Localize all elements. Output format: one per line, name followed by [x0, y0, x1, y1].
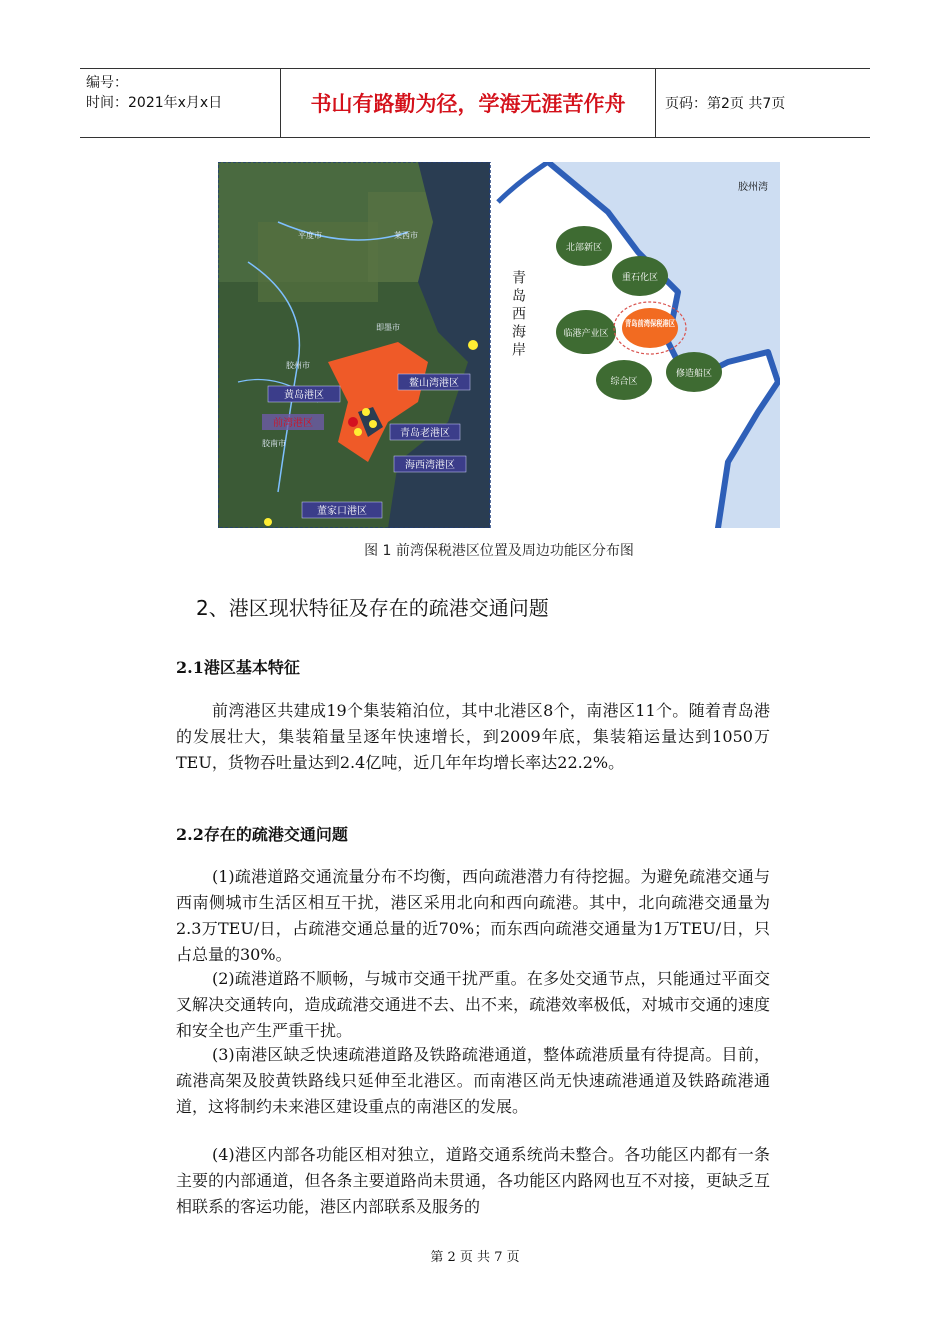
- subsection-1-paragraph: 前湾港区共建成19个集装箱泊位，其中北港区8个，南港区11个。随着青岛港的发展壮大，集装箱量呈逐年快速增长，到2009年底，集装箱运量达到1050万TEU，货物吞吐量达到2.4亿吨，近几年年均增长率达22.2%。: [176, 701, 770, 772]
- paragraph-2: (2)疏港道路不顺畅，与城市交通干扰严重。在多处交通节点，只能通过平面交叉解决交通转向，造成疏港交通进不去、出不来，疏港效率极低，对城市交通的速度和安全也产生严重干扰。: [176, 969, 770, 1040]
- header-motto: 书山有路勤为径，学海无涯苦作舟: [280, 69, 656, 137]
- city-jiaozhou: 胶州市: [286, 361, 310, 370]
- label-jiaozhouwan: 胶州湾: [738, 182, 768, 193]
- figure-1: [218, 162, 780, 528]
- zone-north: 北部新区: [565, 243, 603, 253]
- city-laixi: 莱西市: [394, 231, 418, 240]
- label-dongjiakou: 董家口港区: [317, 506, 367, 517]
- subsection-1-title: 2.1港区基本特征: [176, 658, 300, 677]
- zone-diagram: [498, 162, 780, 528]
- label-laoshanwan: 鳌山湾港区: [409, 378, 459, 389]
- label-haixiwan: 海西湾港区: [405, 460, 455, 471]
- satellite-map: [218, 162, 490, 528]
- zone-port-industry: 临港产业区: [563, 329, 609, 339]
- city-jimo: 即墨市: [376, 323, 400, 332]
- number-label: 编号：: [86, 75, 128, 91]
- time-label: 时间：2021年x月x日: [86, 95, 223, 111]
- figure-caption: [218, 540, 780, 560]
- page-footer: 第 2 页 共 7 页: [430, 1250, 520, 1265]
- city-jiaonan: 胶南市: [262, 439, 286, 448]
- section-title: 2、港区现状特征及存在的疏港交通问题: [196, 596, 549, 620]
- zone-repair: 修造船区: [675, 369, 713, 379]
- paragraph-3: (3)南港区缺乏快速疏港道路及铁路疏港通道，整体疏港质量有待提高。目前，疏港高架及胶黄铁路线只延伸至北港区。而南港区尚无快速疏港通道及铁路疏港通道，这将制约未来港区建设重点的南港区的发展。: [176, 1045, 770, 1116]
- subsection-2-title: 2.2存在的疏港交通问题: [176, 825, 348, 844]
- label-huangdao: 黄岛港区: [284, 390, 324, 401]
- label-coast-title: 青岛西海岸: [510, 270, 526, 360]
- header-meta: [80, 69, 280, 141]
- paragraph-1: (1)疏港道路交通流量分布不均衡，西向疏港潜力有待挖掘。为避免疏港交通与西南侧城市生活区相互干扰，港区采用北向和西向疏港。其中，北向疏港交通量为2.3万TEU/日，占疏港交通总量的近70%；而东西向疏港交通量为1万TEU/日，只占总量的30%。: [176, 867, 770, 964]
- label-qingdao-old: 青岛老港区: [400, 428, 450, 439]
- header-page-label: 页码：第2页 共7页: [665, 96, 786, 112]
- zone-petro: 重石化区: [621, 273, 659, 283]
- paragraph-4: (4)港区内部各功能区相对独立，道路交通系统尚未整合。各功能区内都有一条主要的内部通道，但各条主要道路尚未贯通，各功能区内路网也互不对接，更缺乏互相联系的客运功能，港区内部联系及服务的: [176, 1145, 770, 1216]
- label-qianwan: 前湾港区: [273, 418, 313, 429]
- figure-svg: [218, 162, 780, 528]
- figure-caption-text: 图 1 前湾保税港区位置及周边功能区分布图: [364, 543, 634, 559]
- zone-comprehensive: 综合区: [610, 377, 638, 387]
- zone-bonded: 青岛前湾保税港区: [625, 318, 675, 328]
- page-header: [80, 68, 870, 138]
- city-pingdu: 平度市: [298, 231, 322, 240]
